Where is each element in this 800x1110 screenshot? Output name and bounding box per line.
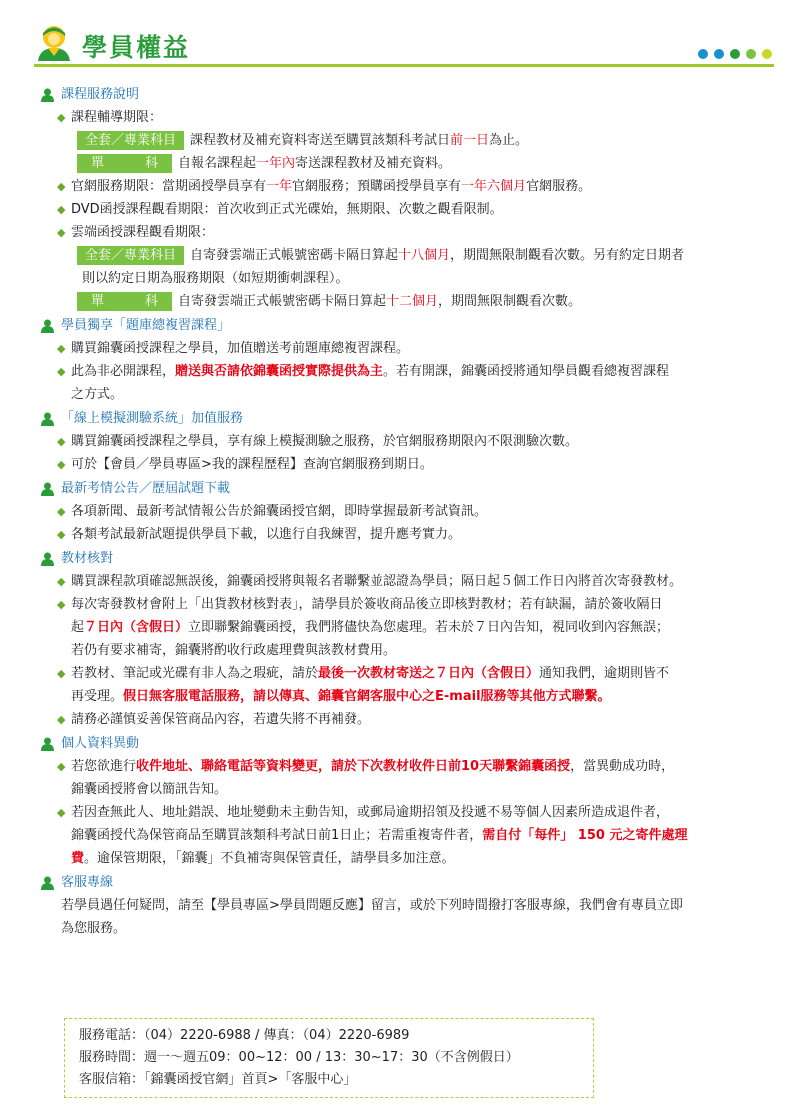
section-title-service: [40, 871, 770, 894]
single-course-tag: 單 科: [77, 154, 172, 173]
list-item: [40, 175, 770, 198]
page-header: [34, 24, 774, 66]
item-text: 購買錦囊函授課程之學員，加值贈送考前題庫總複習課程。: [71, 341, 410, 356]
diamond-bullet-icon: ◆: [57, 435, 66, 448]
text: 自報名課程起: [178, 156, 257, 171]
cloud-single-row: [40, 290, 770, 313]
text: 立即聯繫錦囊函授，我們將儘快為您處理。若未於７日內告知，視同收到內容無誤；: [188, 620, 670, 635]
list-item: [40, 360, 770, 383]
diamond-bullet-icon: ◆: [57, 365, 66, 378]
service-paragraph-cont: 為您服務。: [61, 921, 127, 936]
section-title-course-service: [40, 83, 770, 106]
diamond-bullet-icon: ◆: [57, 342, 66, 355]
text: 自寄發雲端正式帳號密碼卡隔日算起: [190, 248, 399, 263]
list-item: [40, 221, 770, 244]
list-item: [40, 570, 770, 593]
text: 。逾保管期限，「錦囊」不負補寄與保管責任，請學員多加注意。: [84, 851, 455, 866]
text: 自寄發雲端正式帳號密碼卡隔日算起: [178, 294, 387, 309]
list-item: [40, 755, 770, 778]
text: ，期間無限制觀看次數。: [438, 294, 582, 309]
header-divider: [34, 64, 774, 67]
dot-2: [714, 49, 724, 59]
diamond-bullet-icon: ◆: [57, 226, 66, 239]
highlight-text: 假日無客服電話服務，請以傳真、錦囊官網客服中心之E-mail服務等其他方式聯繫。: [123, 689, 611, 704]
section-label: 學員獨享「題庫總複習課程」: [61, 318, 231, 333]
item-text: 可於【會員／學員專區>我的課程歷程】查詢官網服務到期日。: [71, 457, 433, 472]
diamond-bullet-icon: ◆: [57, 458, 66, 471]
list-item: [40, 198, 770, 221]
person-icon: [40, 482, 55, 496]
contact-hours: 服務時間：週一～週五09：00~12：00 / 13：30~17：30（不含例假日）: [79, 1050, 519, 1065]
full-course-tag: 全套／專業科目: [77, 131, 184, 150]
diamond-bullet-icon: ◆: [57, 760, 66, 773]
highlight-text: 需自付「每件」 150 元之寄件處理: [482, 828, 688, 843]
person-icon: [40, 737, 55, 751]
item-text: 若因查無此人、地址錯誤、地址變動未主動告知，或郵局逾期招領及投遞不易等個人因素所造成退件者，: [71, 805, 670, 820]
list-item: [40, 662, 770, 685]
dot-1: [698, 49, 708, 59]
diamond-bullet-icon: ◆: [57, 667, 66, 680]
section-label: 最新考情公告／歷屆試題下載: [61, 481, 231, 496]
item-text: 各項新聞、最新考試情報公告於錦囊函授官網，即時掌握最新考試資訊。: [71, 504, 488, 519]
text: 起: [71, 620, 85, 635]
list-item-cont: [40, 847, 770, 870]
text: 為止。: [489, 133, 529, 148]
dot-4: [746, 49, 756, 59]
contact-box: [64, 1018, 594, 1098]
person-icon: [40, 412, 55, 426]
item-text: 購買錦囊函授課程之學員，享有線上模擬測驗之服務，於官網服務期限內不限測驗次數。: [71, 434, 579, 449]
list-item: [40, 708, 770, 731]
text: 官網服務；預購函授學員享有: [292, 179, 462, 194]
highlight-text: 十八個月: [398, 248, 451, 263]
highlight-text: 一年六個月: [461, 179, 527, 194]
dot-5: [762, 49, 772, 59]
section-label: 「線上模擬測驗系統」加值服務: [61, 411, 244, 426]
diamond-bullet-icon: ◆: [57, 111, 66, 124]
highlight-text: 前一日: [450, 133, 490, 148]
dot-3: [730, 49, 740, 59]
section-title-personal: [40, 732, 770, 755]
list-item: [40, 500, 770, 523]
text: 若教材、筆記或光碟有非人為之瑕疵，請於: [71, 666, 319, 681]
section-title-news: [40, 477, 770, 500]
section-title-exclusive: [40, 314, 770, 337]
page-title: 學員權益: [82, 33, 191, 62]
item-text: 購買課程款項確認無誤後，錦囊函授將與報名者聯繫並認證為學員；隔日起５個工作日內將首次寄發教材。: [71, 574, 683, 589]
text: 再受理。: [71, 689, 124, 704]
text: 通知我們，逾期則皆不: [539, 666, 670, 681]
contact-mail: 客服信箱：「錦囊函授官網」首頁>「客服中心」: [79, 1072, 357, 1087]
tutoring-full-row: [40, 129, 770, 152]
full-course-tag: 全套／專業科目: [77, 246, 184, 265]
text: 之方式。: [71, 387, 124, 402]
highlight-text: 贈送與否請依錦囊函授實際提供為主: [175, 364, 384, 379]
diamond-bullet-icon: ◆: [57, 203, 66, 216]
list-item-cont: [40, 778, 770, 801]
highlight-text: 十二個月: [386, 294, 439, 309]
content: [40, 82, 770, 940]
single-course-tag: 單 科: [77, 292, 172, 311]
text: 此為非必開課程，: [71, 364, 176, 379]
list-item: [40, 106, 770, 129]
person-icon: [40, 552, 55, 566]
section-label: 個人資料異動: [61, 736, 140, 751]
section-label: 教材核對: [61, 551, 114, 566]
diamond-bullet-icon: ◆: [57, 713, 66, 726]
list-item-cont: [40, 685, 770, 708]
text: 寄送課程教材及補充資料。: [295, 156, 452, 171]
list-item-cont: [40, 639, 770, 662]
person-icon: [40, 88, 55, 102]
highlight-text: 最後一次教材寄送之７日內（含假日）: [318, 666, 540, 681]
section-title-mock: [40, 407, 770, 430]
contact-phone: 服務電話：（04）2220-6988 / 傳真：（04）2220-6989: [79, 1028, 410, 1043]
list-item-cont: [40, 383, 770, 406]
section-label: 客服專線: [61, 875, 114, 890]
diamond-bullet-icon: ◆: [57, 806, 66, 819]
highlight-text: ７日內（含假日）: [84, 620, 189, 635]
cloud-full-row: [40, 244, 770, 267]
text: 課程教材及補充資料寄送至購買該類科考試日: [190, 133, 451, 148]
list-item: [40, 430, 770, 453]
diamond-bullet-icon: ◆: [57, 505, 66, 518]
diamond-bullet-icon: ◆: [57, 575, 66, 588]
section-label: 課程服務說明: [61, 87, 140, 102]
text: 錦囊函授將會以簡訊告知。: [71, 782, 228, 797]
item-text: 請務必謹慎妥善保管商品內容，若遺失將不再補發。: [71, 712, 371, 727]
text: 官網服務期限：當期函授學員享有: [71, 179, 267, 194]
highlight-text: 一年內: [256, 156, 296, 171]
tutoring-single-row: [40, 152, 770, 175]
text: 若您欲進行: [71, 759, 137, 774]
item-text: DVD函授課程觀看期限：首次收到正式光碟始，無期限、次數之觀看限制。: [71, 202, 503, 217]
item-text: 雲端函授課程觀看期限：: [71, 225, 215, 240]
list-item: [40, 453, 770, 476]
text: 官網服務。: [526, 179, 592, 194]
highlight-text: 收件地址、聯絡電話等資料變更，請於下次教材收件日前10天聯繫錦囊函授: [136, 759, 571, 774]
text: 。若有開課，錦囊函授將通知學員觀看總複習課程: [383, 364, 670, 379]
text: ，期間無限制觀看次數。另有約定日期者: [450, 248, 685, 263]
item-text: 課程輔導期限：: [71, 110, 163, 125]
item-text: 各類考試最新試題提供學員下載，以進行自我練習，提升應考實力。: [71, 527, 462, 542]
highlight-text: 一年: [266, 179, 293, 194]
highlight-text: 費: [71, 851, 85, 866]
list-item: [40, 337, 770, 360]
cloud-full-row-cont: 則以約定日期為服務期限（如短期衝刺課程）。: [82, 271, 349, 286]
person-icon: [40, 319, 55, 333]
section-title-materials: [40, 547, 770, 570]
person-icon: [40, 876, 55, 890]
student-logo-icon: [34, 24, 74, 62]
list-item-cont: [40, 824, 770, 847]
text: ，當異動成功時，: [570, 759, 675, 774]
diamond-bullet-icon: ◆: [57, 598, 66, 611]
diamond-bullet-icon: ◆: [57, 528, 66, 541]
text: 若仍有要求補寄，錦囊將酌收行政處理費與該教材費用。: [71, 643, 397, 658]
list-item: [40, 801, 770, 824]
list-item-cont: [40, 616, 770, 639]
text: 錦囊函授代為保管商品至購買該類科考試日前1日止；若需重複寄件者，: [71, 828, 483, 843]
item-text: 每次寄發教材會附上「出貨教材核對表」，請學員於簽收商品後立即核對教材；若有缺漏，請於簽收隔日: [71, 597, 663, 612]
list-item: [40, 593, 770, 616]
diamond-bullet-icon: ◆: [57, 180, 66, 193]
decorative-dots: [692, 44, 772, 63]
service-paragraph: 若學員遇任何疑問，請至【學員專區>學員問題反應】留言，或於下列時間撥打客服專線，我們會有專員立即: [61, 898, 683, 913]
list-item: [40, 523, 770, 546]
